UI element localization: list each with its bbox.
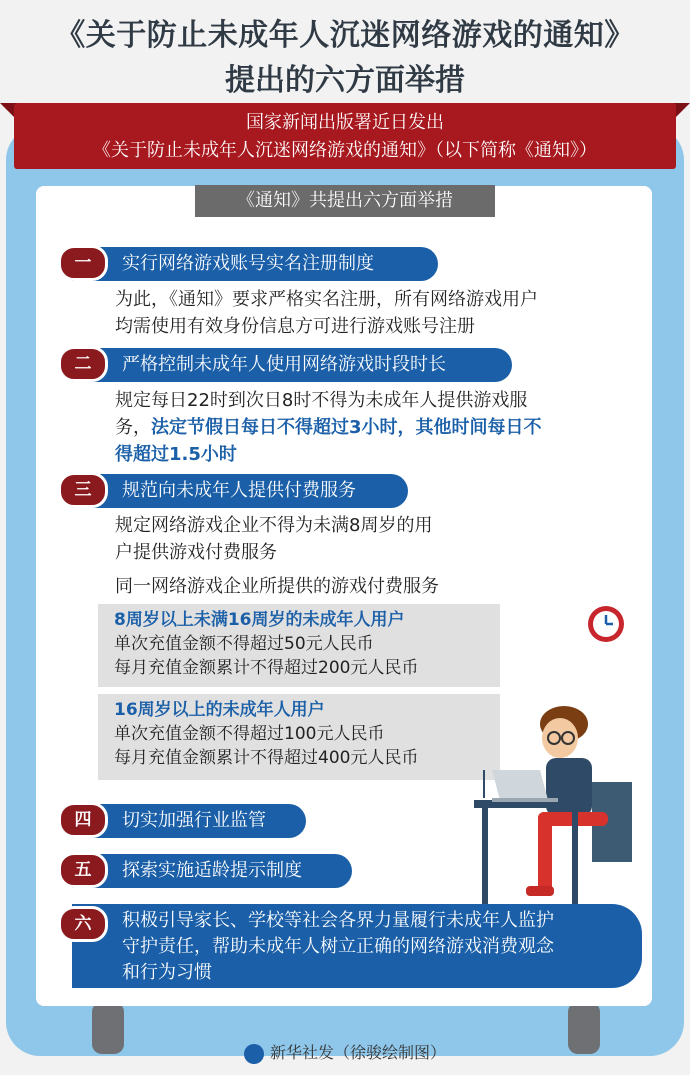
xinhua-logo-icon: [244, 1044, 264, 1064]
section-5-number: 五: [58, 852, 108, 888]
person-at-laptop-illustration: [462, 700, 662, 910]
section-2-body-line2-plain: 务，: [115, 417, 151, 438]
section-2-body: [115, 387, 542, 468]
section-1-body-line1: 为此，《通知》要求严格实名注册，所有网络游戏用户: [115, 289, 538, 310]
section-2-body-line2-highlight: 法定节假日每日不得超过3小时，其他时间每日不: [151, 417, 542, 438]
ribbon-line1: 国家新闻出版署近日发出: [246, 112, 444, 133]
section-2-number: 二: [58, 346, 108, 382]
section-2-body-line2: [115, 414, 542, 441]
section-6-number: 六: [58, 906, 108, 942]
footer-text: 新华社发（徐骏绘制图）: [269, 1043, 446, 1062]
section-3-body-line1: 规定网络游戏企业不得为未满8周岁的用: [115, 515, 433, 536]
title-line1: 《关于防止未成年人沉迷网络游戏的通知》: [55, 18, 635, 53]
section-5-heading: 探索实施适龄提示制度: [72, 854, 352, 888]
section-3-number: 三: [58, 472, 108, 508]
payment-box-8-16-line1: 单次充值金额不得超过50元人民币: [114, 634, 374, 654]
section-1-body: [115, 286, 538, 340]
section-1-heading: 实行网络游戏账号实名注册制度: [72, 247, 438, 281]
section-2-heading: 严格控制未成年人使用网络游戏时段时长: [72, 348, 512, 382]
payment-box-8-16-line2: 每月充值金额累计不得超过200元人民币: [114, 658, 419, 678]
clock-icon: [586, 604, 626, 644]
section-6-heading: [72, 904, 642, 988]
section-6-heading-line3: 和行为习惯: [122, 962, 212, 983]
title-line2: 提出的六方面举措: [225, 63, 465, 98]
payment-box-8-16-head: 8周岁以上未满16周岁的未成年人用户: [114, 610, 405, 630]
section-1-body-line2: 均需使用有效身份信息方可进行游戏账号注册: [115, 316, 475, 337]
section-4-number: 四: [58, 802, 108, 838]
section-6-heading-line1: 积极引导家长、学校等社会各界力量履行未成年人监护: [122, 910, 554, 931]
payment-box-16-plus-line1: 单次充值金额不得超过100元人民币: [114, 724, 385, 744]
payment-box-8-16: [98, 604, 500, 687]
section-1-number: 一: [58, 245, 108, 281]
section-3-body-line2: 户提供游戏付费服务: [115, 542, 277, 563]
section-2-body-line3: 得超过1.5小时: [115, 444, 237, 465]
panel-header: 《通知》共提出六方面举措: [195, 185, 495, 217]
section-3-heading: 规范向未成年人提供付费服务: [72, 474, 408, 508]
payment-box-16-plus: [98, 694, 500, 780]
intro-ribbon: [14, 103, 676, 169]
footer-credit: [0, 1040, 690, 1064]
payment-box-16-plus-head: 16周岁以上的未成年人用户: [114, 700, 325, 720]
payment-box-16-plus-line2: 每月充值金额累计不得超过400元人民币: [114, 748, 419, 768]
section-3-body2: 同一网络游戏企业所提供的游戏付费服务: [115, 576, 439, 597]
section-6-heading-line2: 守护责任，帮助未成年人树立正确的网络游戏消费观念: [122, 936, 554, 957]
ribbon-line2: 《关于防止未成年人沉迷网络游戏的通知》（以下简称《通知》）: [93, 140, 597, 161]
section-4-heading: 切实加强行业监管: [72, 804, 306, 838]
section-3-body: [115, 512, 432, 566]
section-2-body-line1: 规定每日22时到次日8时不得为未成年人提供游戏服: [115, 390, 528, 411]
